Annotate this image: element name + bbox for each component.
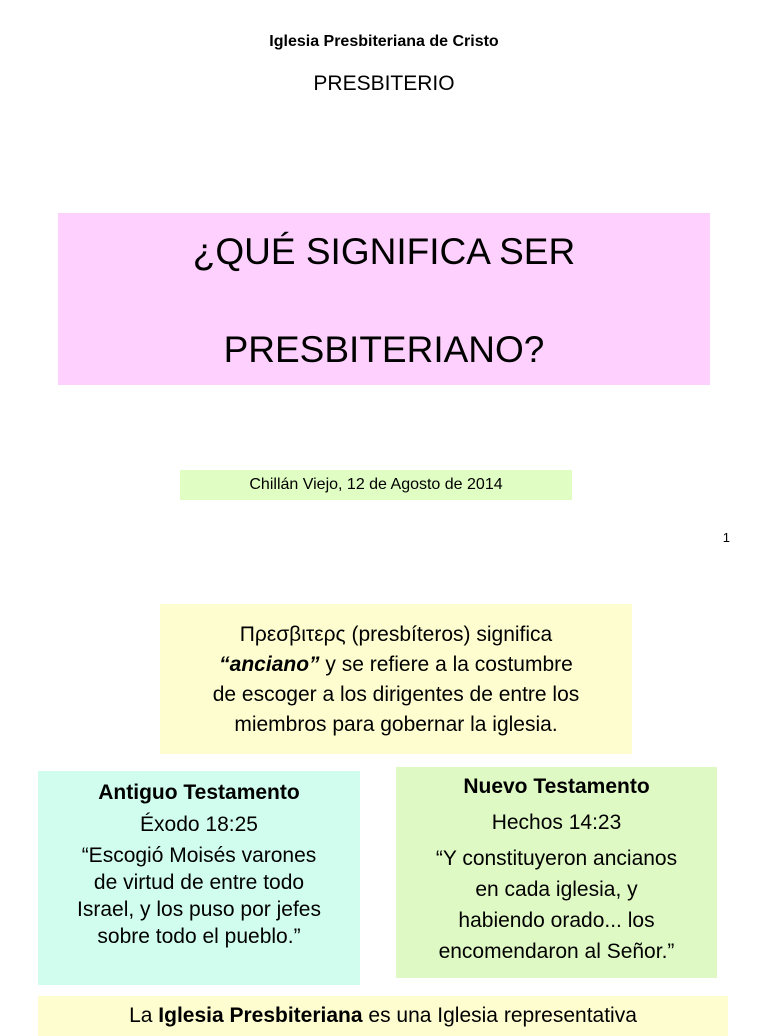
- bottom-text-bold: Iglesia Presbiteriana: [158, 1004, 363, 1027]
- greek-word: Πρεσβιτερς: [239, 623, 346, 646]
- section-title: PRESBITERIO: [313, 72, 455, 95]
- new-testament-box: [396, 767, 717, 978]
- title-box: [58, 213, 710, 385]
- organization-title: Iglesia Presbiteriana de Cristo: [269, 33, 499, 50]
- old-testament-quote-line: Israel, y los puso por jefes: [77, 898, 321, 921]
- date-box: Chillán Viejo, 12 de Agosto de 2014: [180, 470, 572, 500]
- old-testament-quote-line: sobre todo el pueblo.”: [97, 925, 301, 948]
- definition-line-1: [160, 620, 632, 650]
- definition-box: [160, 604, 632, 754]
- new-testament-heading: Nuevo Testamento: [463, 775, 650, 798]
- title-line-1: ¿QUÉ SIGNIFICA SER: [192, 231, 576, 272]
- title-line-2: PRESBITERIANO?: [223, 329, 545, 370]
- new-testament-quote-line: habiendo orado... los: [458, 909, 655, 932]
- bottom-text-suffix: es una Iglesia representativa: [362, 1004, 637, 1027]
- old-testament-box: [38, 771, 360, 985]
- new-testament-quote-line: en cada iglesia, y: [475, 878, 638, 901]
- representative-church-box: [38, 996, 728, 1036]
- definition-text: (presbíteros) significa: [345, 623, 553, 646]
- anciano-emphasis: “anciano”: [219, 653, 320, 676]
- page-number: 1: [722, 530, 730, 545]
- definition-line-4: miembros para gobernar la iglesia.: [234, 713, 558, 736]
- definition-line-3: de escoger a los dirigentes de entre los: [212, 683, 580, 706]
- new-testament-quote-line: “Y constituyeron ancianos: [435, 847, 678, 870]
- new-testament-quote-line: encomendaron al Señor.”: [438, 940, 675, 963]
- old-testament-reference: Éxodo 18:25: [140, 813, 258, 836]
- bottom-text-prefix: La: [129, 1004, 159, 1027]
- definition-line-2: [160, 650, 632, 680]
- old-testament-quote-line: de virtud de entre todo: [93, 871, 305, 894]
- definition-text: y se refiere a la costumbre: [319, 653, 573, 676]
- new-testament-reference: Hechos 14:23: [491, 811, 622, 834]
- old-testament-quote-line: “Escogió Moisés varones: [81, 844, 317, 867]
- old-testament-heading: Antiguo Testamento: [98, 781, 300, 804]
